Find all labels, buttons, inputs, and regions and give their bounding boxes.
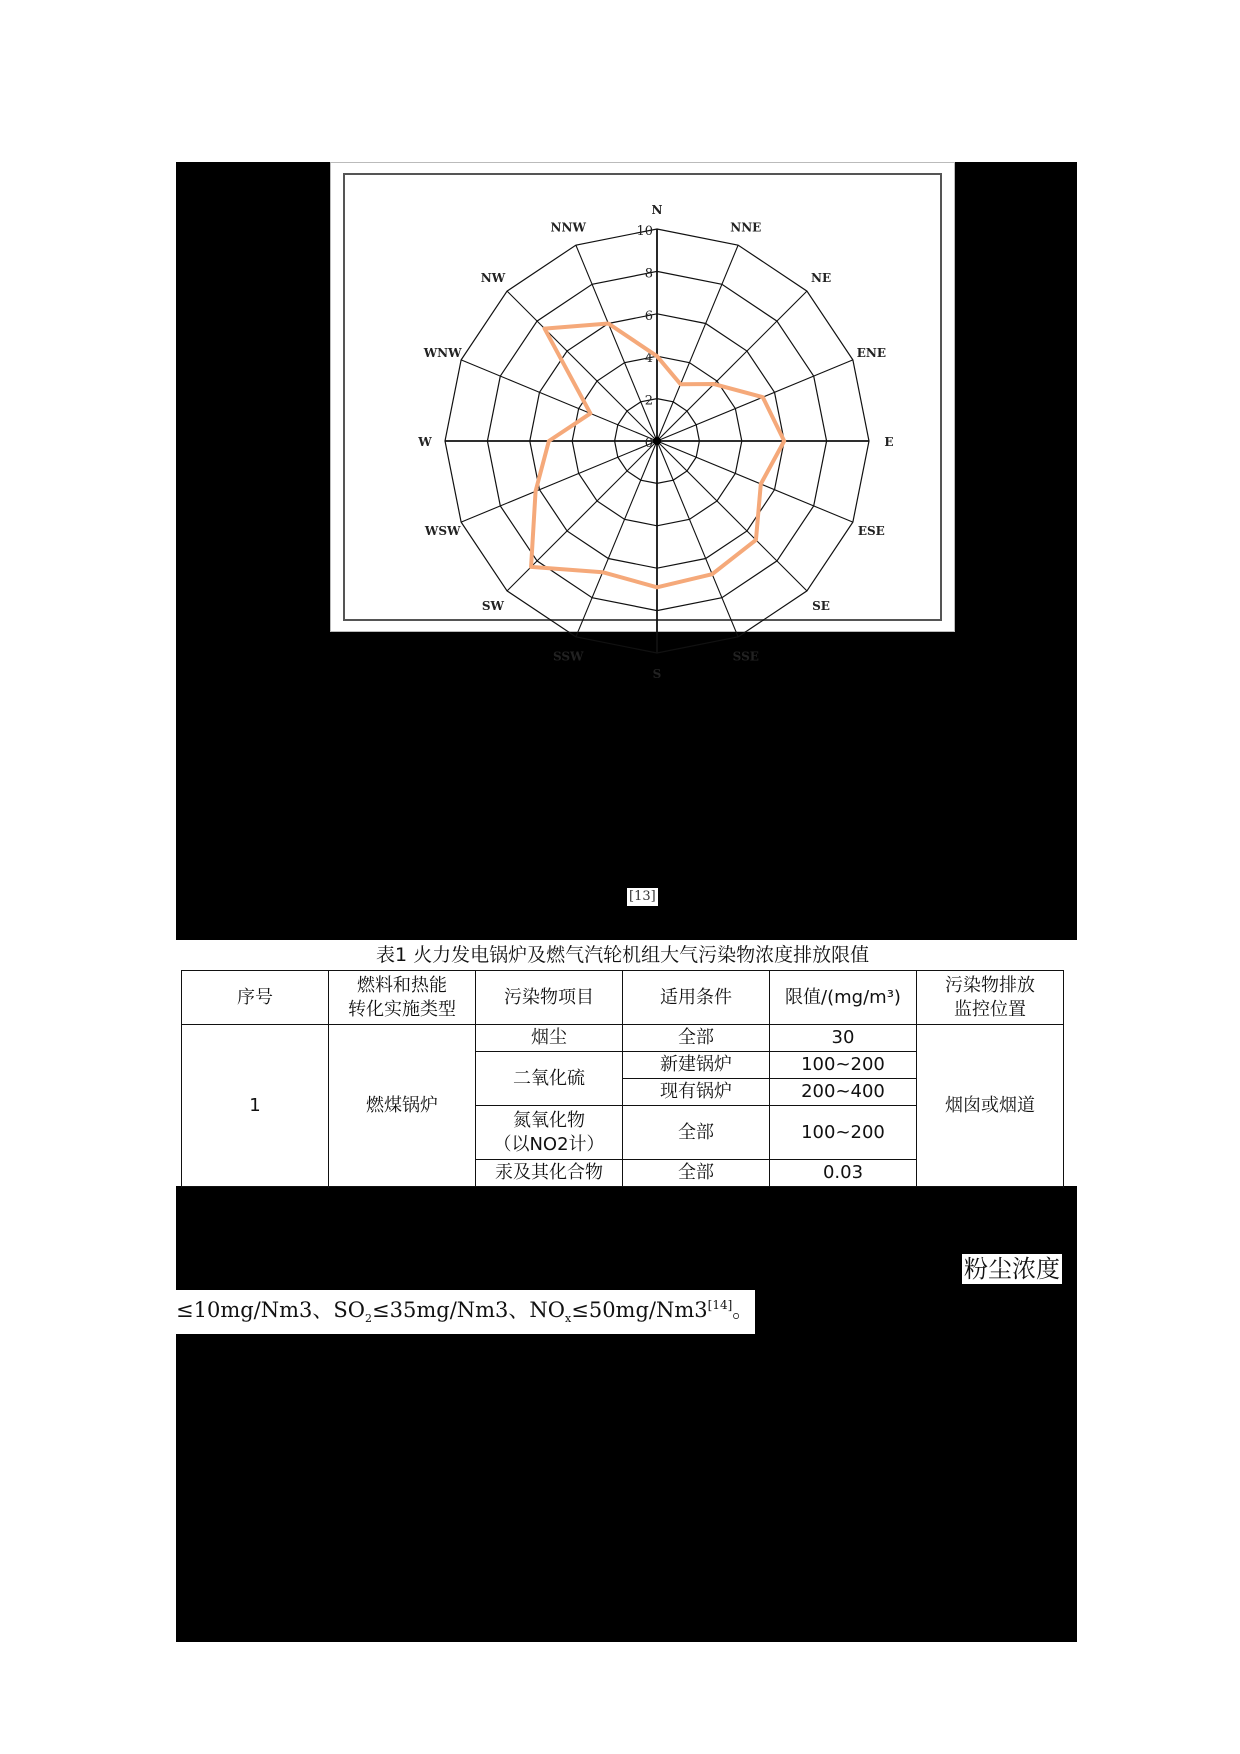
nox-label: 氮氧化物 — [513, 1109, 585, 1131]
wind-rose-svg — [345, 175, 940, 681]
cell-pollutant-so2: 二氧化硫 — [476, 1052, 623, 1106]
citation-14: [14] — [707, 1298, 733, 1312]
spoke-SW — [507, 441, 657, 591]
radial-tick-4: 4 — [644, 351, 653, 367]
paragraph-tail-line1: 粉尘浓度 — [964, 1255, 1060, 1283]
cell-limit-nox: 100~200 — [770, 1106, 917, 1160]
dust-limit-text: ≤10mg/Nm3、 — [176, 1298, 334, 1322]
chart-plot-area — [343, 173, 942, 681]
cell-fuel-type: 燃煤锅炉 — [329, 1025, 476, 1187]
header-fuel-type-line2: 转化实施类型 — [348, 998, 456, 1020]
nox-limit-text: ≤50mg/Nm3 — [571, 1298, 708, 1322]
direction-label-NNW: NNW — [550, 220, 586, 235]
cell-limit-so2-new: 100~200 — [770, 1052, 917, 1079]
direction-label-WSW: WSW — [424, 523, 461, 538]
direction-label-WNW: WNW — [423, 346, 462, 361]
cell-condition-mercury: 全部 — [623, 1160, 770, 1187]
so2-label: SO — [333, 1298, 366, 1322]
radial-tick-6: 6 — [644, 308, 653, 324]
table-title: 表1 火力发电锅炉及燃气汽轮机组大气污染物浓度排放限值 — [182, 940, 1064, 971]
direction-label-E: E — [884, 435, 894, 449]
spoke-SSW — [576, 441, 657, 637]
wind-rose-chart — [330, 162, 955, 681]
radial-tick-8: 8 — [644, 266, 653, 282]
nox-label-text: NO — [529, 1298, 566, 1322]
direction-label-NNE: NNE — [730, 220, 762, 235]
redaction-block-lower — [176, 1186, 1077, 1642]
so2-limit-text: ≤35mg/Nm3、 — [372, 1298, 530, 1322]
spoke-NNE — [657, 245, 738, 441]
direction-label-W: W — [418, 435, 432, 449]
cell-limit-dust: 30 — [770, 1025, 917, 1052]
header-loc-line1: 污染物排放 — [945, 974, 1035, 996]
spoke-NE — [657, 291, 807, 441]
spoke-ENE — [657, 360, 853, 441]
so2-subscript: 2 — [365, 1312, 373, 1326]
paragraph-emission-limits — [176, 1290, 755, 1334]
header-fuel-type-line1: 燃料和热能 — [357, 974, 447, 996]
cell-condition-so2-new: 新建锅炉 — [623, 1052, 770, 1079]
cell-condition-dust: 全部 — [623, 1025, 770, 1052]
direction-label-SSE: SSE — [732, 649, 759, 664]
nox-subscript: x — [565, 1312, 572, 1326]
cell-limit-so2-existing: 200~400 — [770, 1079, 917, 1106]
citation-13: [13] — [629, 889, 656, 904]
header-pollutant: 污染物项目 — [476, 971, 623, 1025]
header-condition: 适用条件 — [623, 971, 770, 1025]
direction-label-SE: SE — [812, 599, 830, 614]
direction-label-S: S — [652, 667, 662, 681]
spoke-SE — [657, 441, 807, 591]
header-loc-line2: 监控位置 — [954, 998, 1026, 1020]
direction-label-ESE: ESE — [857, 523, 885, 538]
header-fuel-type — [329, 971, 476, 1025]
cell-condition-so2-existing: 现有锅炉 — [623, 1079, 770, 1106]
sentence-end: 。 — [732, 1298, 754, 1322]
cell-pollutant-mercury: 汞及其化合物 — [476, 1160, 623, 1187]
nox-note: （以NO2计） — [493, 1133, 605, 1155]
direction-label-ENE: ENE — [856, 346, 886, 361]
direction-label-SW: SW — [481, 599, 505, 614]
direction-label-SSW: SSW — [552, 649, 584, 664]
cell-pollutant-nox — [476, 1106, 623, 1160]
cell-monitor-location: 烟囱或烟道 — [917, 1025, 1064, 1187]
cell-pollutant-dust: 烟尘 — [476, 1025, 623, 1052]
cell-serial-1: 1 — [182, 1025, 329, 1187]
radial-tick-2: 2 — [644, 393, 653, 409]
direction-label-N: N — [651, 203, 663, 217]
cell-limit-mercury: 0.03 — [770, 1160, 917, 1187]
header-serial: 序号 — [182, 971, 329, 1025]
radial-tick-0: 0 — [644, 436, 653, 451]
header-monitor-location — [917, 971, 1064, 1025]
spoke-SSE — [657, 441, 738, 637]
cell-condition-nox: 全部 — [623, 1106, 770, 1160]
spoke-WSW — [461, 441, 657, 522]
direction-label-NE: NE — [810, 270, 832, 285]
radial-tick-10: 10 — [636, 224, 653, 239]
spoke-WNW — [461, 360, 657, 441]
header-limit: 限值/(mg/m³) — [770, 971, 917, 1025]
emission-limits-table — [181, 940, 1063, 1186]
direction-label-NW: NW — [480, 270, 506, 285]
spoke-ESE — [657, 441, 853, 522]
